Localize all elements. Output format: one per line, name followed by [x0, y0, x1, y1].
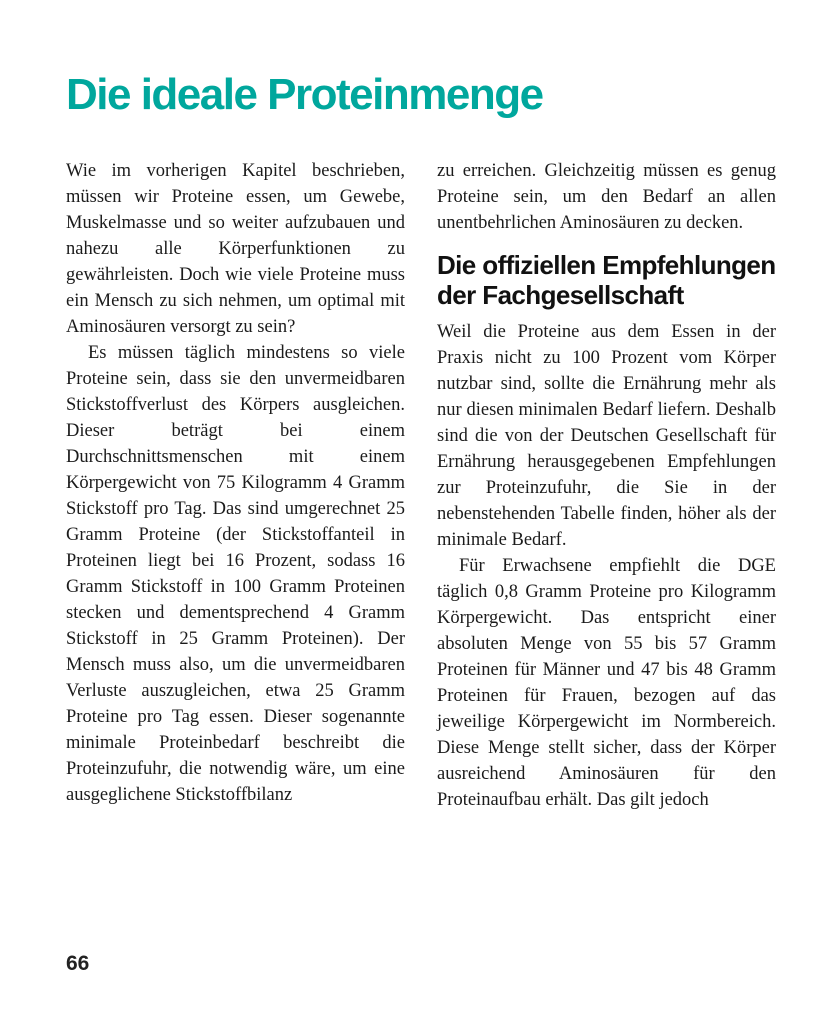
- body-paragraph: zu erreichen. Gleichzeitig müssen es genug Proteine sein, um den Bedarf an allen unentbehrlichen Aminosäuren zu decken.: [437, 161, 776, 234]
- right-column: [437, 158, 776, 813]
- text-columns: [66, 158, 776, 813]
- left-column: [66, 158, 405, 813]
- body-paragraph: Für Erwachsene empfiehlt die DGE täglich 0,8 Gramm Proteine pro Kilogramm Körpergewicht. Das entspricht einer absoluten Menge von 55 bis 57 Gramm Proteinen für Männer und 47 bis 48 Gramm Proteinen für Frauen, bezogen auf das jeweilige Körpergewicht im Normbereich. Diese Menge stellt sicher, dass der Körper ausreichend Aminosäuren für den Proteinaufbau erhält. Das gilt jedoch: [437, 556, 776, 811]
- page-title: Die ideale Proteinmenge: [66, 70, 543, 119]
- body-paragraph: Weil die Proteine aus dem Essen in der Praxis nicht zu 100 Prozent vom Körper nutzbar sind, sollte die Ernährung mehr als nur diesen minimalen Bedarf liefern. Deshalb sind die von der Deutschen Gesellschaft für Ernährung herausgegebenen Empfehlungen zur Proteinzufuhr, die Sie in der nebenstehenden Tabelle finden, höher als der minimale Bedarf.: [437, 322, 776, 551]
- body-paragraph: Es müssen täglich mindestens so viele Proteine sein, dass sie den unvermeidbaren Stickstoffverlust des Körpers ausgleichen. Dieser beträgt bei einem Durchschnittsmenschen mit einem Körpergewicht von 75 Kilogramm 4 Gramm Stickstoff pro Tag. Das sind umgerechnet 25 Gramm Proteine (der Stickstoffanteil in Proteinen liegt bei 16 Prozent, sodass 16 Gramm Stickstoff in 100 Gramm Proteinen stecken und dementsprechend 4 Gramm Stickstoff in 25 Gramm Proteinen). Der Mensch muss also, um die unvermeidbaren Verluste auszugleichen, etwa 25 Gramm Proteine pro Tag essen. Dieser sogenannte minimale Proteinbedarf beschreibt die Proteinzufuhr, die notwendig wäre, um eine ausgeglichene Stickstoffbilanz: [66, 343, 405, 806]
- body-paragraph: Wie im vorherigen Kapitel beschrieben, müssen wir Proteine essen, um Gewebe, Muskelmasse und so weiter aufzubauen und nahezu alle Körperfunktionen zu gewährleisten. Doch wie viele Proteine muss ein Mensch zu sich nehmen, um optimal mit Aminosäuren versorgt zu sein?: [66, 161, 405, 338]
- page-number: 66: [66, 952, 90, 975]
- section-heading: Die offiziellen Empfehlungen der Fachgesellschaft: [437, 250, 776, 311]
